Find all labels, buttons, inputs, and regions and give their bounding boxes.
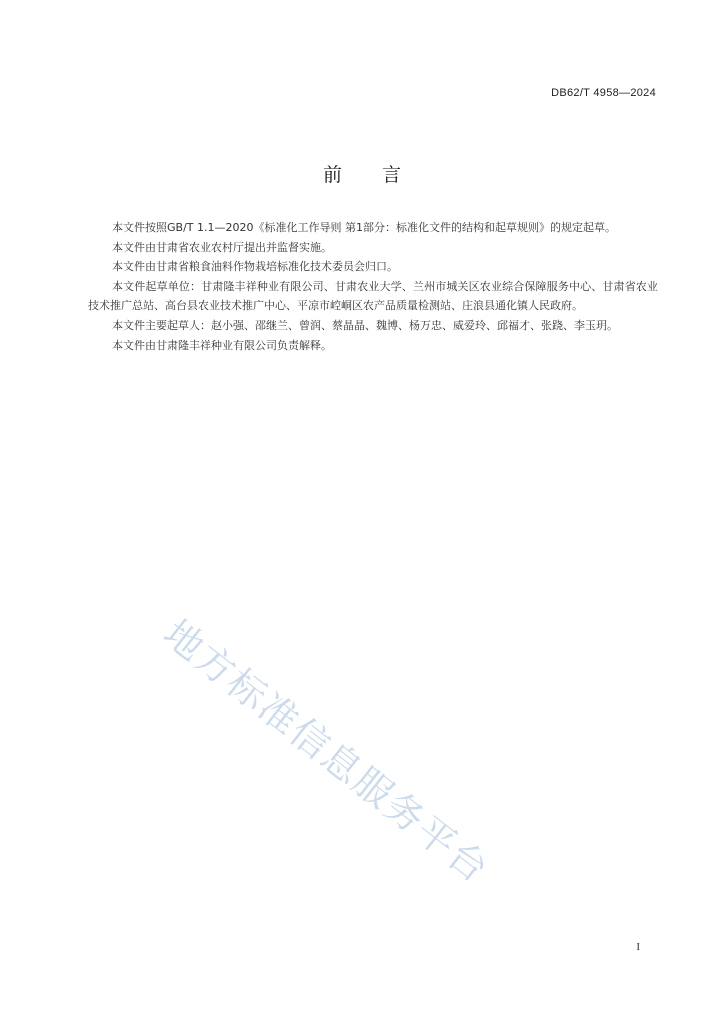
page-number: I (636, 941, 640, 953)
page-title: 前言 (322, 164, 441, 186)
watermark: 地方标准信息服务平台 (155, 611, 498, 893)
document-code: DB62/T 4958—2024 (551, 87, 656, 99)
paragraph-drafting-rules: 本文件按照GB/T 1.1—2020《标准化工作导则 第1部分：标准化文件的结构和起草规则》的规定起草。 (112, 221, 616, 234)
paragraph-drafting-units: 本文件起草单位：甘肃隆丰祥种业有限公司、甘肃农业大学、兰州市城关区农业综合保障服务中心、甘肃省农业技术推广总站、高台县农业技术推广中心、平凉市崆峒区农产品质量检测站、庄浪县通化镇人民政府。 (88, 279, 658, 313)
paragraph-committee: 本文件由甘肃省粮食油料作物栽培标准化技术委员会归口。 (112, 260, 398, 274)
foreword-body (88, 218, 658, 355)
paragraph-drafters: 本文件主要起草人：赵小强、邵继兰、曾润、蔡晶晶、魏博、杨万忠、威爱玲、邱福才、张跷、李玉玥。 (112, 318, 618, 332)
paragraph-interpretation: 本文件由甘肃隆丰祥种业有限公司负责解释。 (112, 338, 332, 352)
paragraph-proposer: 本文件由甘肃省农业农村厅提出并监督实施。 (112, 240, 332, 254)
